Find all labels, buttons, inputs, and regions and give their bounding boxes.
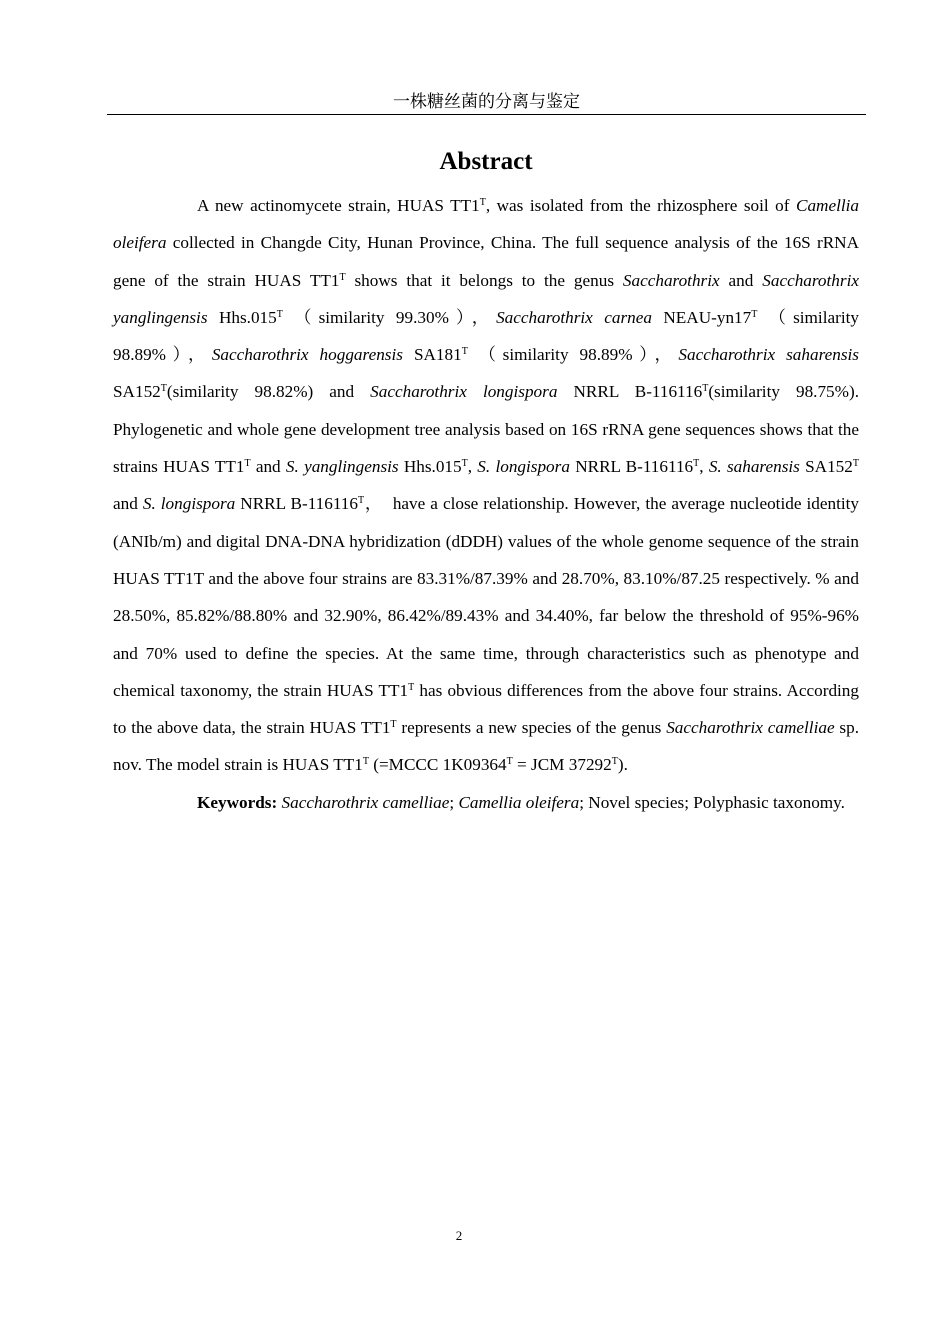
abstract-title: Abstract — [439, 148, 533, 175]
header-rule — [107, 114, 866, 115]
keywords-label: Keywords: — [197, 792, 278, 812]
keywords-line: Keywords: Saccharothrix camelliae; Camellia oleifera; Novel species; Polyphasic taxonomy. — [197, 792, 845, 812]
page-number: 2 — [455, 1228, 463, 1243]
abstract-body — [113, 187, 859, 821]
running-header: 一株糖丝菌的分离与鉴定 — [393, 92, 580, 112]
abstract-paragraph: A new actinomycete strain, HUAS $TT1^T$, was isolated from the rhizosphere soil of Camellia oleifera collected in Changde City, Hunan Province, China. The full sequence analysis of the 16S rRNA gene of the strain HUAS $TT1^T$ shows that it belongs to the genus Saccharothrix and Saccharothrix yanglingensis $Hhs.015^T$ （similarity 99.30%），Saccharothrix carnea NEAU-$yn17^T$ （similarity 98.89%），Saccharothrix hoggarensis $SA181^T$ （similarity 98.89%），Saccharothrix saharensis $SA152^T(similarity$ 98.82%) and Saccharothrix longispora NRRL $B-116116^T(similarity$ 98.75%). Phylogenetic and whole gene development tree analysis based on 16S rRNA gene sequences shows that the strains HUAS $TT1^T$ and S. yanglingensis $Hhs.015^T$, S. longispora NRRL $B-116116^T$, S. saharensis $SA152^T$ and S. longispora NRRL $B-116116^T$， have a close relationship. However, the average nucleotide identity (ANIb/m) and digital DNA-DNA hybridization (dDDH) values of the whole genome sequence of the strain HUAS TT1T and the above four strains are 83.31%/87.39% and 28.70%, 83.10%/87.25 respectively. % and 28.50%, 85.82%/88.80% and 32.90%, 86.42%/89.43% and 34.40%, far below the threshold of 95%-96% and 70% used to define the species. At the same time, through characteristics such as phenotype and chemical taxonomy, the strain HUAS $TT1^T$ has obvious differences from the above four strains. According to the above data, the strain HUAS $TT1^T$ represents a new species of the genus Saccharothrix camelliae sp. nov. The model strain is HUAS $TT1^T$ (=MCCC $1K09364^T$ = JCM $37292^T$). — [113, 196, 860, 775]
